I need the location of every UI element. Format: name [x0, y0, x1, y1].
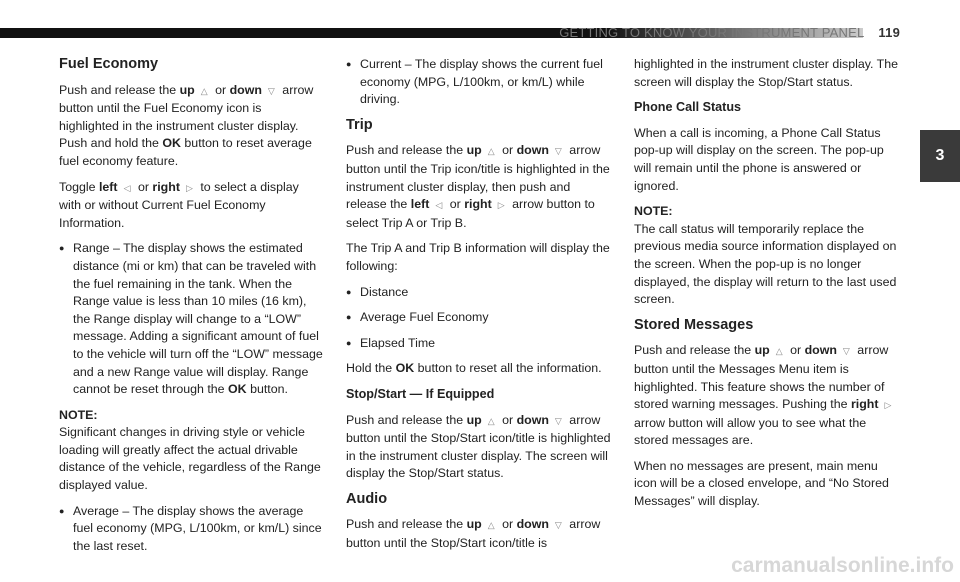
running-header — [559, 25, 900, 40]
heading-stored-messages: Stored Messages — [634, 316, 754, 333]
list-item: ● Average – The display shows the average fuel economy (MPG, L/100km, or km/L) since the last reset. — [59, 503, 324, 556]
page-number: 119 — [878, 25, 900, 40]
right-arrow-icon: ▷ — [497, 200, 505, 211]
up-arrow-icon: △ — [487, 415, 495, 426]
fuel-economy-paragraph: Push and release the up △ or down ▽ arrow button until the Fuel Economy icon is highlighted in the instrument cluster display. Push and hold the OK button to reset average fuel economy feature. — [59, 82, 314, 168]
down-arrow-icon: ▽ — [554, 520, 562, 531]
header-title: GETTING TO KNOW YOUR INSTRUMENT PANEL — [559, 25, 865, 40]
list-item: ● Current – The display shows the current fuel economy (MPG, L/100km, or km/L) while driving. — [346, 56, 614, 109]
right-arrow-icon: ▷ — [884, 400, 892, 411]
column-1 — [59, 56, 324, 563]
list-item: ● Elapsed Time — [346, 335, 614, 353]
down-arrow-icon: ▽ — [554, 415, 562, 426]
phone-paragraph: When a call is incoming, a Phone Call Status pop-up will display on the screen. The pop-up will remain until the phone is answered or ignored. — [634, 125, 884, 193]
toggle-paragraph: Toggle left ◁ or right ▷ to select a display with or without Current Fuel Economy Information. — [59, 179, 299, 230]
heading-trip: Trip — [346, 116, 373, 133]
list-item: ● Average Fuel Economy — [346, 309, 614, 327]
list-item: ● Range – The display shows the estimated distance (mi or km) that can be traveled with the fuel remaining in the tank. When the Range value is less than 10 miles (16 km), the Range display will change to a “LOW” message. Adding a significant amount of fuel to the vehicle will turn off the “LOW” message and a new Range value will display. Range cannot be reset through the OK button. — [59, 240, 324, 398]
trip-reset-paragraph: Hold the OK button to reset all the information. — [346, 361, 602, 376]
trip-paragraph: Push and release the up △ or down ▽ arrow button until the Trip icon/title is highlighted in the instrument cluster display, then push and release the left ◁ or right ▷ arrow button to select Trip A or Trip B. — [346, 143, 610, 230]
down-arrow-icon: ▽ — [554, 146, 562, 157]
up-arrow-icon: △ — [775, 346, 783, 357]
chapter-tab: 3 — [920, 130, 960, 182]
note: NOTE: The call status will temporarily replace the previous media source information displayed on the screen. When the pop-up is no longer displayed, the display will return to the last used screen. — [634, 204, 897, 307]
heading-phone-call-status: Phone Call Status — [634, 100, 742, 115]
right-arrow-icon: ▷ — [185, 182, 193, 193]
audio-paragraph: Push and release the up △ or down ▽ arrow button until the Stop/Start icon/title is — [346, 517, 601, 551]
left-arrow-icon: ◁ — [435, 200, 443, 211]
heading-fuel-economy: Fuel Economy — [59, 56, 159, 72]
stop-start-paragraph: Push and release the up △ or down ▽ arrow button until the Stop/Start icon/title is highlighted in the instrument cluster display. The screen will display the Stop/Start status. — [346, 412, 611, 481]
up-arrow-icon: △ — [487, 146, 495, 157]
down-arrow-icon: ▽ — [842, 346, 850, 357]
trip-info-list — [346, 284, 614, 353]
up-arrow-icon: △ — [200, 85, 208, 96]
list-item: ● Distance — [346, 284, 614, 302]
trip-info-paragraph: The Trip A and Trip B information will display the following: — [346, 241, 610, 273]
up-arrow-icon: △ — [487, 520, 495, 531]
heading-audio: Audio — [346, 490, 388, 507]
audio-paragraph-continued: highlighted in the instrument cluster display. The screen will display the Stop/Start status. — [634, 57, 899, 89]
stored-messages-paragraph: Push and release the up △ or down ▽ arrow button until the Messages Menu item is highlighted. This feature shows the number of stored warning messages. Pushing the right ▷ arrow button will allow you to see what the stored messages are. — [634, 343, 892, 448]
column-2 — [346, 56, 614, 561]
heading-stop-start: Stop/Start — If Equipped — [346, 386, 495, 401]
fuel-economy-list — [59, 240, 324, 398]
down-arrow-icon: ▽ — [267, 85, 275, 96]
column-3 — [634, 56, 902, 519]
watermark: carmanualsonline.info — [731, 554, 954, 577]
left-arrow-icon: ◁ — [123, 182, 131, 193]
note: NOTE: Significant changes in driving style or vehicle loading will greatly affect the actual drivable distance of the vehicle, regardless of the Range displayed value. — [59, 407, 321, 493]
no-messages-paragraph: When no messages are present, main menu icon will be a closed envelope, and “No Stored Messages” will display. — [634, 458, 889, 509]
